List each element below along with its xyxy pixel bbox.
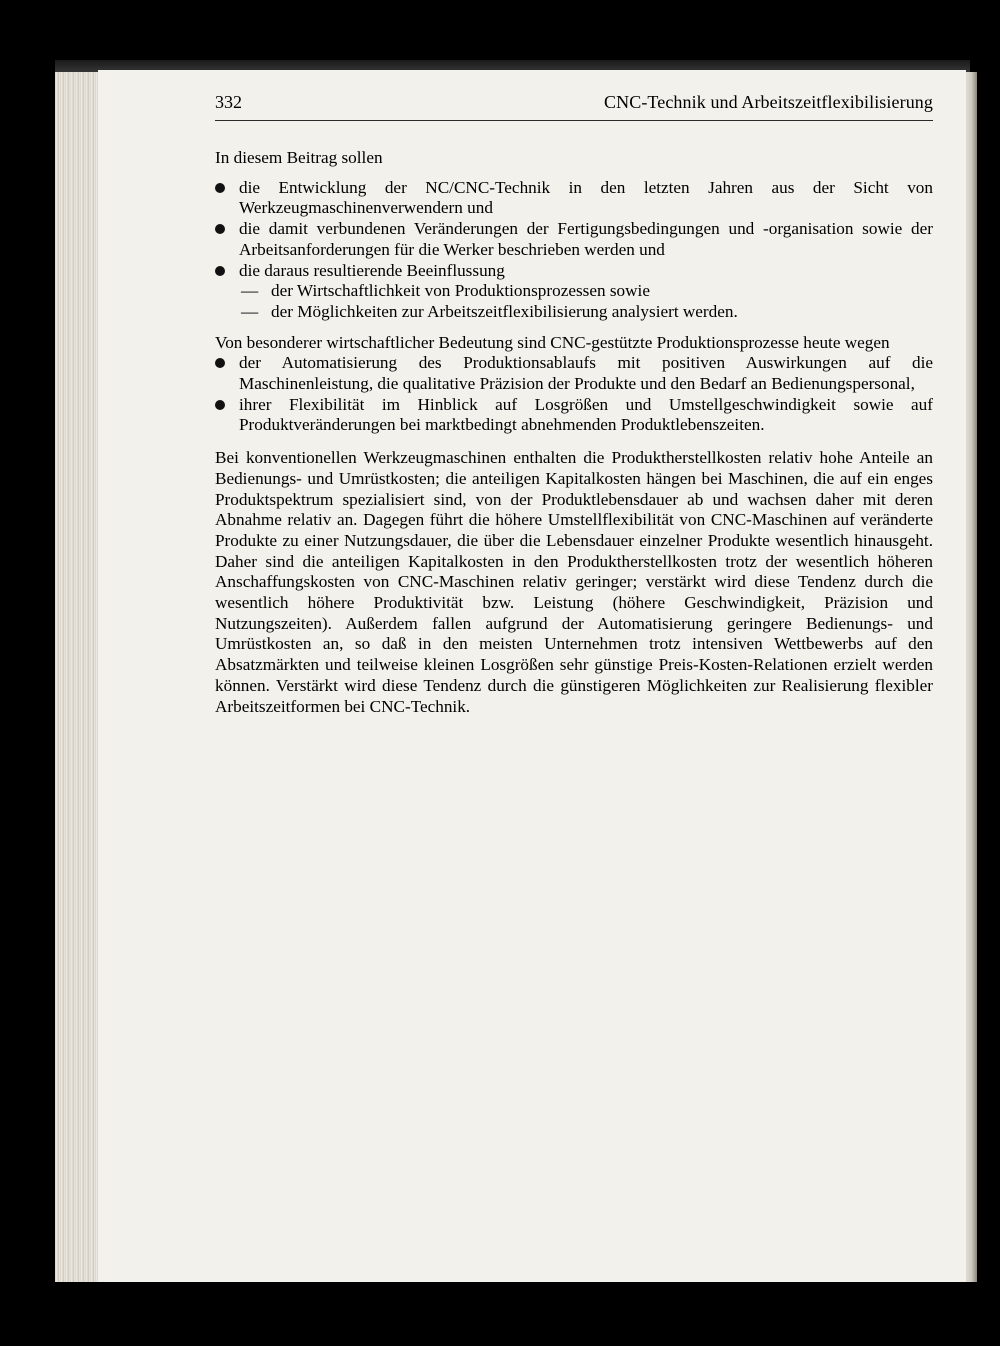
list-item-text: der Automatisierung des Produktionsablaufs mit positiven Auswirkungen auf die Maschinenleistung, die qualitative Präzision der Produkte und den Bedarf an Bedienungspersonal,: [239, 353, 933, 394]
page-number: 332: [215, 92, 242, 112]
sub-list: [239, 281, 933, 322]
bullet-icon: [215, 400, 225, 410]
body-text: [215, 148, 933, 717]
goal-list: [215, 178, 933, 323]
list-item-text: die Entwicklung der NC/CNC-Technik in den letzten Jahren aus der Sicht von Werkzeugmaschinenverwendern und: [239, 177, 933, 218]
list-item: [215, 219, 933, 260]
page-stack-edge-left: [55, 72, 100, 1282]
sub-list-item: [239, 302, 933, 323]
sub-list-item: [239, 281, 933, 302]
running-head: [215, 90, 933, 120]
paragraph-2: Bei konventionellen Werkzeugmaschinen enthalten die Produktherstellkosten relativ hohe Anteile an Bedienungs- und Umrüstkosten; die anteiligen Kapitalkosten hängen bei Maschinen, die auf ein enges Produktspektrum spezialisiert sind, von der Produktlebensdauer ab und wachsen daher mit deren Abnahme relativ an. Dagegen führt die höhere Umstellflexibilität von CNC-Maschinen auf veränderte Produkte zu einer Nutzungsdauer, die über die Lebensdauer einzelner Produkte wesentlich hinausgeht. Daher sind die anteiligen Kapitalkosten in den Produktherstellkosten trotz der wesentlich höheren Anschaffungskosten von CNC-Maschinen relativ geringer; verstärkt wird diese Tendenz durch die wesentlich höhere Produktivität bzw. Leistung (höhere Geschwindigkeit, Präzision und Nutzungszeiten). Außerdem fallen aufgrund der Automatisierung geringere Bedienungs- und Umrüstkosten an, so daß in den meisten Unternehmen trotz intensiven Wettbewerbs auf den Absatzmärkten und teilweise kleinen Losgrößen sehr günstige Preis-Kosten-Relationen erzielt werden können. Verstärkt wird diese Tendenz durch die günstigeren Möglichkeiten zur Realisierung flexibler Arbeitszeitformen bei CNC-Technik.: [215, 448, 933, 716]
bullet-icon: [215, 266, 225, 276]
list-item-text: die daraus resultierende Beeinflussung: [239, 260, 505, 280]
intro-line: In diesem Beitrag sollen: [215, 148, 383, 167]
running-title: CNC-Technik und Arbeitszeitflexibilisierung: [604, 92, 933, 112]
list-item-text: ihrer Flexibilität im Hinblick auf Losgrößen und Umstellgeschwindigkeit sowie auf Produktveränderungen bei marktbedingt abnehmenden Produktlebenszeiten.: [239, 394, 933, 435]
list-item: [215, 178, 933, 219]
sub-list-item-text: der Möglichkeiten zur Arbeitszeitflexibilisierung analysiert werden.: [271, 301, 738, 321]
sub-list-item-text: der Wirtschaftlichkeit von Produktionsprozessen sowie: [271, 281, 650, 301]
reason-list: [215, 353, 933, 436]
header-rule: [215, 120, 933, 121]
paragraph-1: Von besonderer wirtschaftlicher Bedeutung sind CNC-gestützte Produktionsprozesse heute wegen: [215, 332, 890, 352]
list-item: [215, 261, 933, 323]
dash-icon: —: [241, 281, 259, 301]
bullet-icon: [215, 358, 225, 368]
list-item-text: die damit verbundenen Veränderungen der Fertigungsbedingungen und -organisation sowie der Arbeitsanforderungen für die Werker beschrieben werden und: [239, 219, 933, 259]
bullet-icon: [215, 183, 225, 193]
list-item: [215, 395, 933, 436]
bullet-icon: [215, 224, 225, 234]
list-item: [215, 353, 933, 394]
dash-icon: —: [241, 301, 259, 321]
